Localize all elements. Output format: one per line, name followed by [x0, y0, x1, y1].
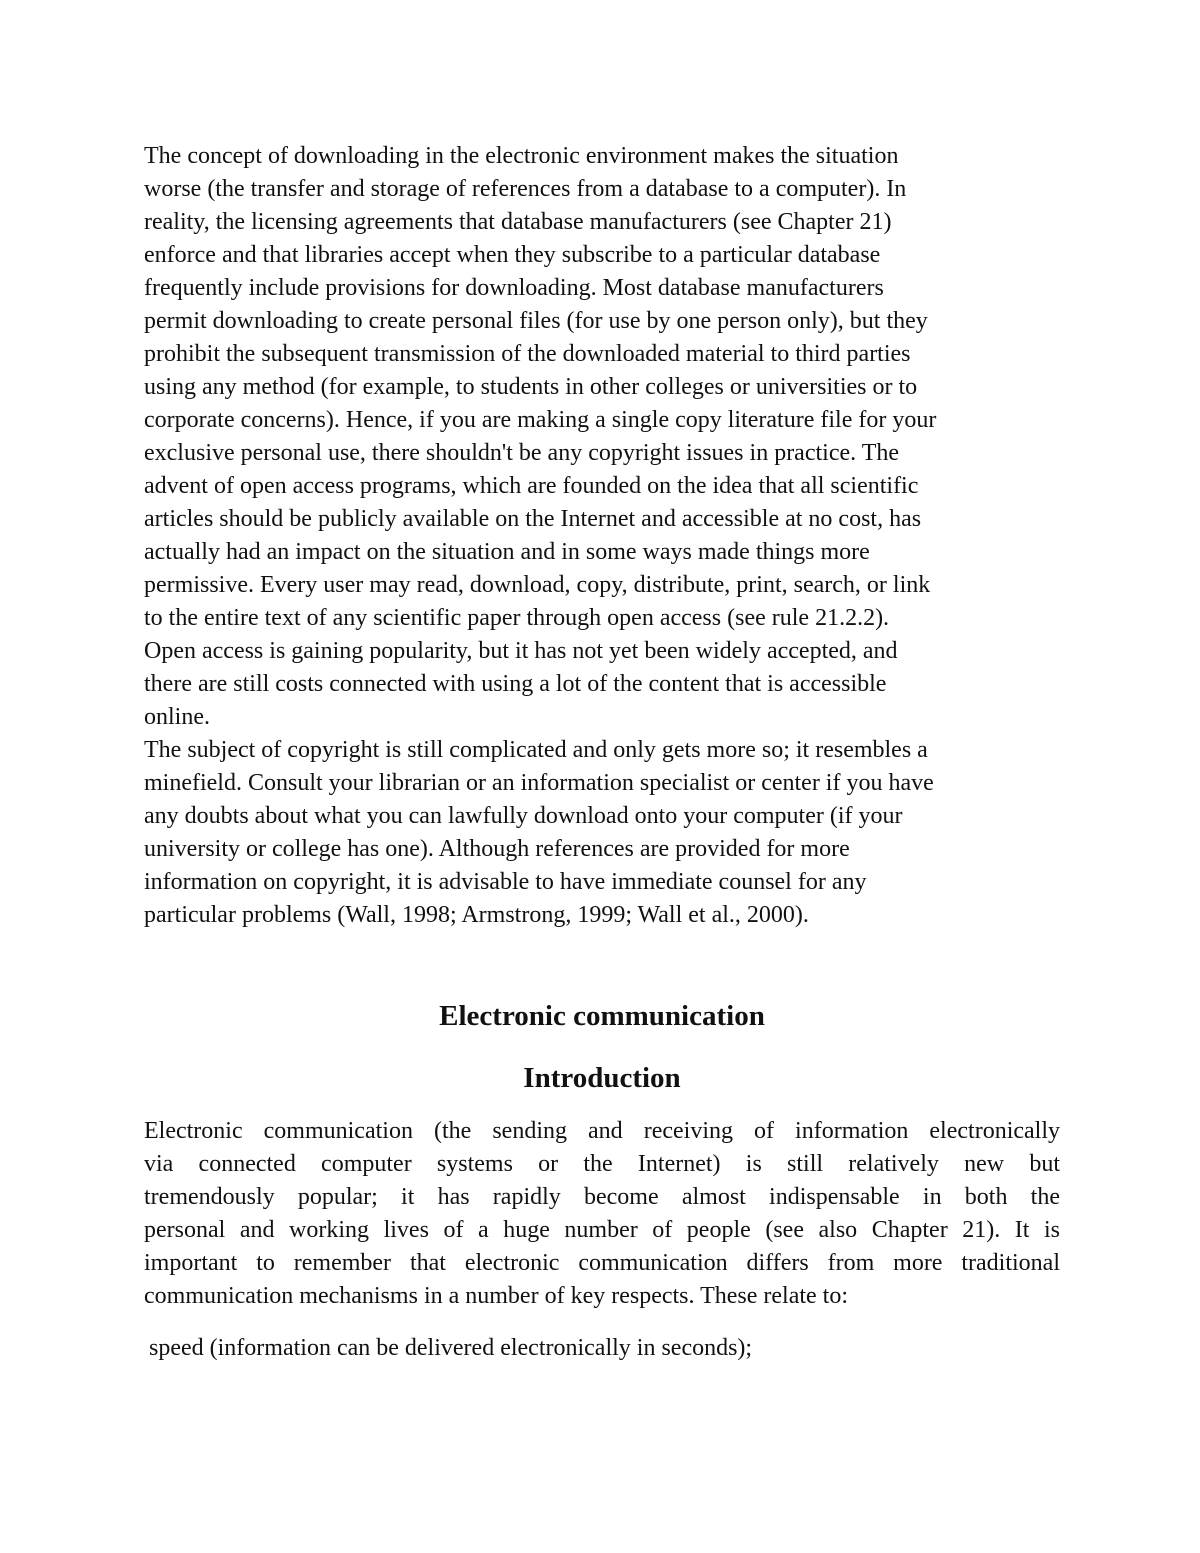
- text-line: personal and working lives of a huge number of people (see also Chapter 21). It is: [144, 1217, 1060, 1243]
- text-line: using any method (for example, to students in other colleges or universities or to: [144, 374, 918, 400]
- text-line: The subject of copyright is still complicated and only gets more so; it resembles a: [144, 737, 928, 763]
- text-line: actually had an impact on the situation and in some ways made things more: [144, 539, 870, 565]
- text-line: important to remember that electronic communication differs from more traditional: [144, 1250, 1060, 1276]
- text-line: permissive. Every user may read, download, copy, distribute, print, search, or link: [144, 572, 931, 598]
- text-line: prohibit the subsequent transmission of the downloaded material to third parties: [144, 341, 911, 367]
- text-line: via connected computer systems or the Internet) is still relatively new but: [144, 1151, 1060, 1177]
- paragraph-copyright-downloading: [144, 140, 1060, 734]
- text-line: corporate concerns). Hence, if you are making a single copy literature file for your: [144, 407, 937, 433]
- text-line: any doubts about what you can lawfully download onto your computer (if your: [144, 803, 903, 829]
- text-line: Electronic communication (the sending and receiving of information electronically: [144, 1118, 1060, 1144]
- text-line: particular problems (Wall, 1998; Armstrong, 1999; Wall et al., 2000).: [144, 902, 809, 928]
- text-line: online.: [144, 704, 210, 730]
- text-line: advent of open access programs, which are founded on the idea that all scientific: [144, 473, 919, 499]
- page-content: [144, 140, 1060, 1365]
- text-line: enforce and that libraries accept when they subscribe to a particular database: [144, 242, 881, 268]
- text-line: The concept of downloading in the electronic environment makes the situation: [144, 143, 899, 169]
- text-line: worse (the transfer and storage of references from a database to a computer). In: [144, 176, 907, 202]
- text-line: information on copyright, it is advisable to have immediate counsel for any: [144, 869, 867, 895]
- section-heading: Electronic communication: [439, 1000, 765, 1032]
- text-line: university or college has one). Although references are provided for more: [144, 836, 850, 862]
- paragraph-copyright-advice: [144, 734, 1060, 932]
- text-line: frequently include provisions for downloading. Most database manufacturers: [144, 275, 884, 301]
- subsection-heading: Introduction: [523, 1062, 681, 1094]
- text-line: tremendously popular; it has rapidly become almost indispensable in both the: [144, 1184, 1060, 1210]
- text-line: reality, the licensing agreements that database manufacturers (see Chapter 21): [144, 209, 892, 235]
- text-line: Open access is gaining popularity, but it has not yet been widely accepted, and: [144, 638, 898, 664]
- text-line: to the entire text of any scientific paper through open access (see rule 21.2.2).: [144, 605, 890, 631]
- text-line: articles should be publicly available on the Internet and accessible at no cost, has: [144, 506, 922, 532]
- text-line: there are still costs connected with using a lot of the content that is accessible: [144, 671, 887, 697]
- text-line: communication mechanisms in a number of key respects. These relate to:: [144, 1283, 849, 1309]
- list-item-text: speed (information can be delivered electronically in seconds);: [149, 1335, 753, 1361]
- paragraph-electronic-communication-intro: [144, 1115, 1060, 1313]
- text-line: minefield. Consult your librarian or an information specialist or center if you have: [144, 770, 934, 796]
- text-line: permit downloading to create personal files (for use by one person only), but they: [144, 308, 928, 334]
- list-item: [144, 1332, 1060, 1365]
- text-line: exclusive personal use, there shouldn't be any copyright issues in practice. The: [144, 440, 900, 466]
